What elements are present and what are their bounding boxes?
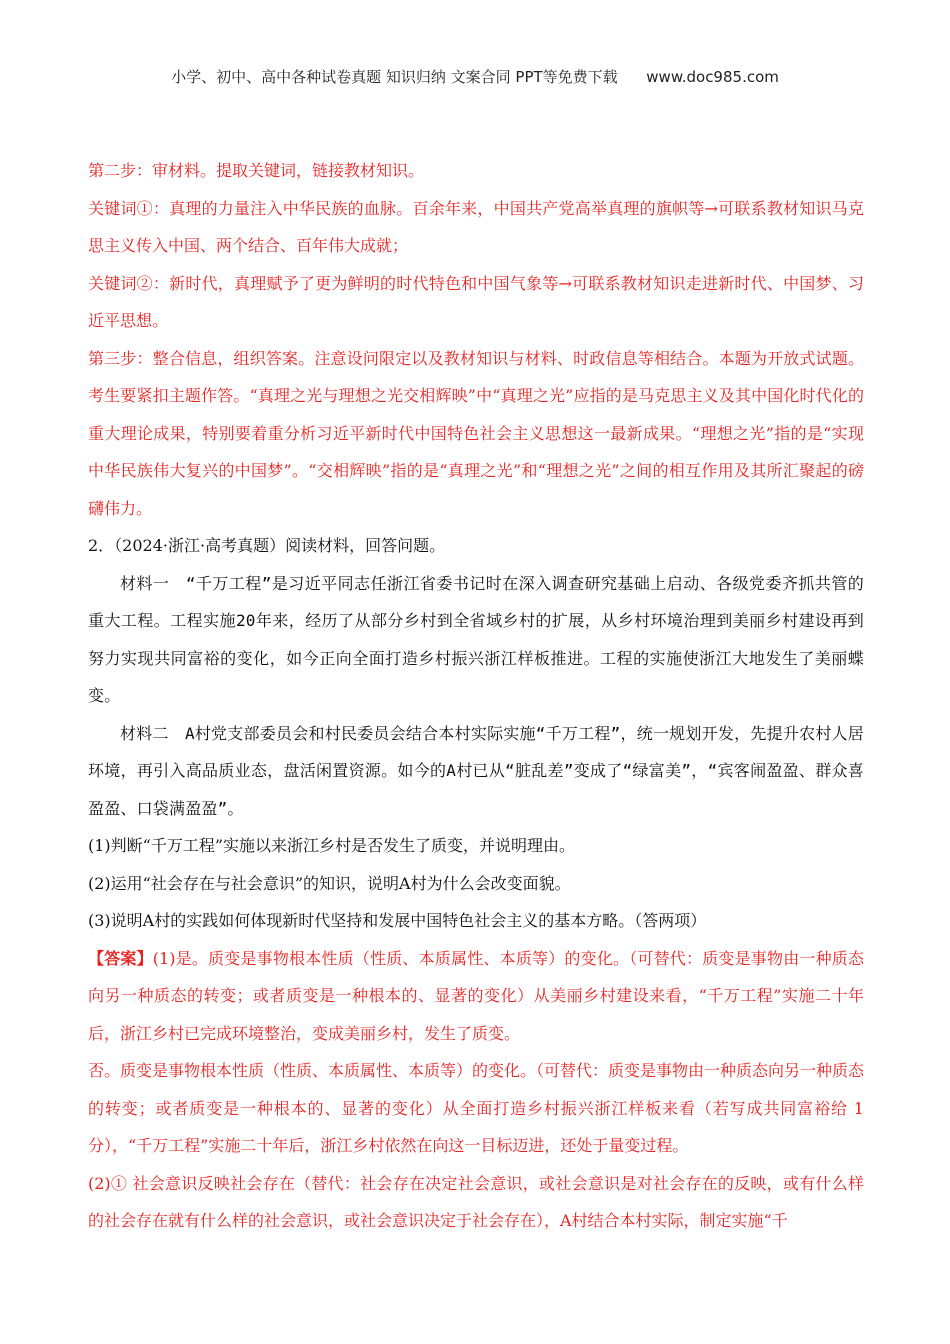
question-3: (3)说明A村的实践如何体现新时代坚持和发展中国特色社会主义的基本方略。（答两项） — [88, 911, 707, 930]
answer-1-yes-text: (1)是。质变是事物根本性质（性质、本质属性、本质等）的变化。（可替代：质变是事物由一种质态向另一种质态的转变；或者质变是一种根本的、显著的变化）从美丽乡村建设来看，“千万工程”实施二十年后，浙江乡村已完成环境整治，变成美丽乡村，发生了质变。 — [88, 948, 864, 1043]
analysis-step3: 第三步：整合信息，组织答案。注意设问限定以及教材知识与材料、时政信息等相结合。本题为开放式试题。考生要紧扣主题作答。“真理之光与理想之光交相辉映”中“真理之光”应指的是马克思主义及其中国化时代化的重大理论成果，特别要着重分析习近平新时代中国特色社会主义思想这一最新成果。“理想之光”指的是“实现中华民族伟大复兴的中国梦”。“交相辉映”指的是“真理之光”和“理想之光”之间的相互作用及其所汇聚起的磅礴伟力。 — [88, 348, 864, 518]
answer-2: (2)① 社会意识反映社会存在（替代：社会存在决定社会意识，或社会意识是对社会存在的反映，或有什么样的社会存在就有什么样的社会意识，或社会意识决定于社会存在），A村结合本村实际，制定实施“千 — [88, 1173, 864, 1230]
page-header: 小学、初中、高中各种试卷真题 知识归纳 文案合同 PPT等免费下载 www.doc985.com — [171, 68, 779, 86]
analysis-step2: 第二步：审材料。提取关键词，链接教材知识。 — [88, 161, 425, 180]
answer-1-no: 否。质变是事物根本性质（性质、本质属性、本质等）的变化。（可替代：质变是事物由一种质态向另一种质态的转变；或者质变是一种根本的、显著的变化）从全面打造乡村振兴浙江样板来看（若写成共同富裕给 1 分），“千万工程”实施二十年后，浙江乡村依然在向这一目标迈进，还处于量变过程。 — [88, 1061, 865, 1155]
analysis-keyword1: 关键词①：真理的力量注入中华民族的血脉。百余年来，中国共产党高举真理的旗帜等→可联系教材知识马克思主义传入中国、两个结合、百年伟大成就； — [88, 198, 864, 255]
answer-label: 【答案】 — [88, 948, 153, 968]
material-two: 材料二 A村党支部委员会和村民委员会结合本村实际实施“千万工程”，统一规划开发，先提升农村人居环境，再引入高品质业态，盘活闲置资源。如今的A村已从“脏乱差”变成了“绿富美”，“宾客闹盈盈、群众喜盈盈、口袋满盈盈”。 — [88, 723, 864, 818]
answer-1-yes — [88, 940, 864, 1053]
analysis-keyword2: 关键词②：新时代，真理赋予了更为鲜明的时代特色和中国气象等→可联系教材知识走进新时代、中国梦、习近平思想。 — [88, 273, 864, 330]
question-2: (2)运用“社会存在与社会意识”的知识，说明A村为什么会改变面貌。 — [88, 873, 571, 893]
question-title: 2．（2024·浙江·高考真题）阅读材料，回答问题。 — [88, 536, 446, 555]
material-one: 材料一 “千万工程”是习近平同志任浙江省委书记时在深入调查研究基础上启动、各级党委齐抓共管的重大工程。工程实施20年来，经历了从部分乡村到全省域乡村的扩展，从乡村环境治理到美丽乡村建设再到努力实现共同富裕的变化，如今正向全面打造乡村振兴浙江样板推进。工程的实施使浙江大地发生了美丽蝶变。 — [88, 573, 864, 705]
document-body — [88, 152, 864, 1240]
question-1: (1)判断“千万工程”实施以来浙江乡村是否发生了质变，并说明理由。 — [88, 836, 576, 855]
